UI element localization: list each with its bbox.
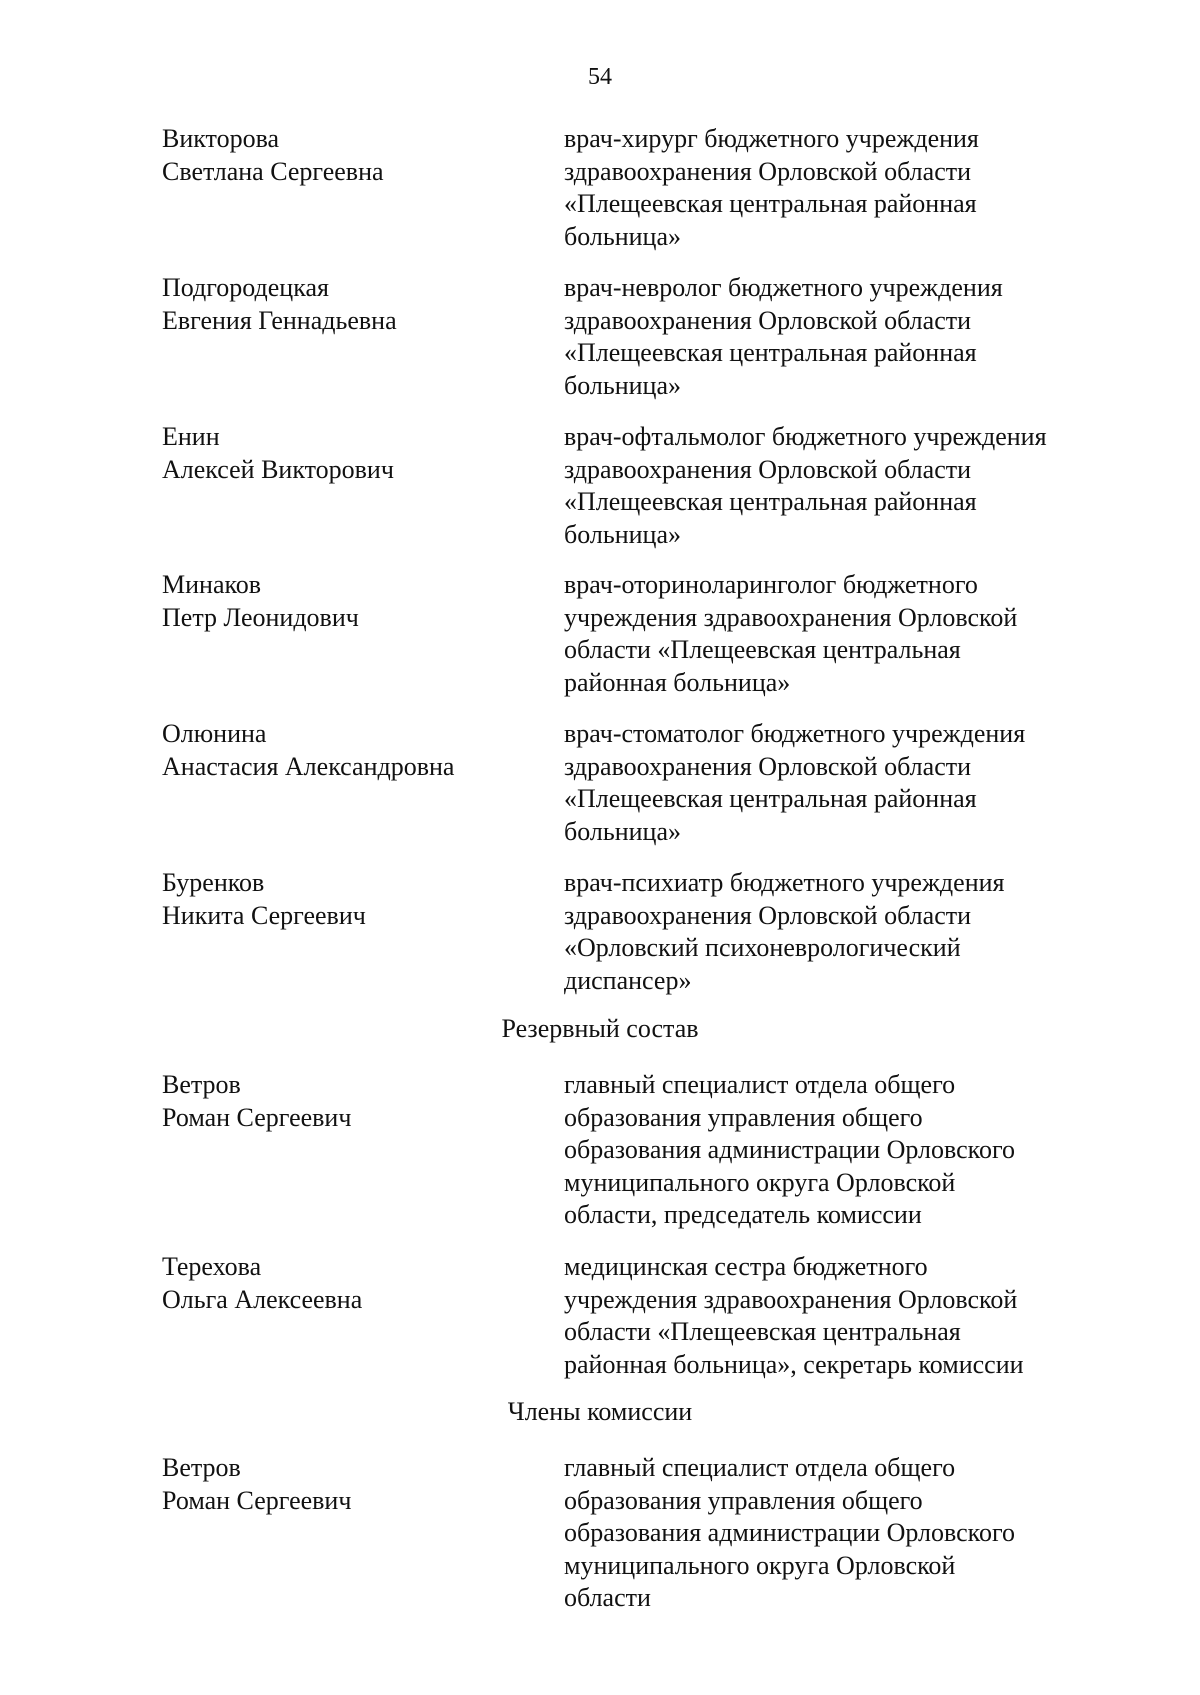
person-name <box>162 272 542 337</box>
person-role: главный специалист отдела общего образования управления общего образования администрации Орловского муниципального округа Орловской области <box>564 1453 1016 1612</box>
person-surname: Ветров <box>162 1070 241 1099</box>
person-surname: Подгородецкая <box>162 273 329 302</box>
person-role: врач-офтальмолог бюджетного учреждения здравоохранения Орловской области «Плещеевская центральная районная больница» <box>564 422 1047 549</box>
person-given-names: Ольга Алексеевна <box>162 1284 363 1314</box>
person-role: главный специалист отдела общего образования управления общего образования администрации Орловского муниципального округа Орловской области, председатель комиссии <box>564 1070 1016 1229</box>
person-name <box>162 1452 542 1517</box>
person-surname: Ветров <box>162 1453 241 1482</box>
person-surname: Минаков <box>162 570 262 599</box>
person-name <box>162 1251 542 1316</box>
person-name <box>162 123 542 188</box>
section-heading-members: Члены комиссии <box>507 1397 693 1426</box>
person-role: врач-стоматолог бюджетного учреждения здравоохранения Орловской области «Плещеевская центральная районная больница» <box>564 719 1026 846</box>
person-role: врач-невролог бюджетного учреждения здравоохранения Орловской области «Плещеевская центральная районная больница» <box>564 273 1003 400</box>
person-name <box>162 569 542 634</box>
person-surname: Викторова <box>162 124 280 153</box>
person-given-names: Роман Сергеевич <box>162 1485 352 1515</box>
person-role: врач-хирург бюджетного учреждения здравоохранения Орловской области «Плещеевская центральная районная больница» <box>564 124 979 251</box>
person-given-names: Роман Сергеевич <box>162 1102 352 1132</box>
person-role: медицинская сестра бюджетного учреждения здравоохранения Орловской области «Плещеевская центральная районная больница», секретарь комиссии <box>564 1252 1024 1379</box>
person-surname: Олюнина <box>162 719 267 748</box>
person-given-names: Алексей Викторович <box>162 454 394 484</box>
person-surname: Буренков <box>162 868 265 897</box>
person-name <box>162 1069 542 1134</box>
person-given-names: Никита Сергеевич <box>162 900 366 930</box>
page-number: 54 <box>588 64 612 90</box>
person-surname: Енин <box>162 422 220 451</box>
person-surname: Терехова <box>162 1252 262 1281</box>
person-given-names: Светлана Сергеевна <box>162 156 384 186</box>
person-role: врач-оториноларинголог бюджетного учреждения здравоохранения Орловской области «Плещеевская центральная районная больница» <box>564 570 1018 697</box>
person-role: врач-психиатр бюджетного учреждения здравоохранения Орловской области «Орловский психоневрологический диспансер» <box>564 868 1005 995</box>
person-name <box>162 421 542 486</box>
person-name <box>162 867 542 932</box>
person-given-names: Евгения Геннадьевна <box>162 305 397 335</box>
section-heading-reserve: Резервный состав <box>501 1014 699 1043</box>
person-name <box>162 718 542 783</box>
person-given-names: Петр Леонидович <box>162 602 359 632</box>
person-given-names: Анастасия Александровна <box>162 751 455 781</box>
